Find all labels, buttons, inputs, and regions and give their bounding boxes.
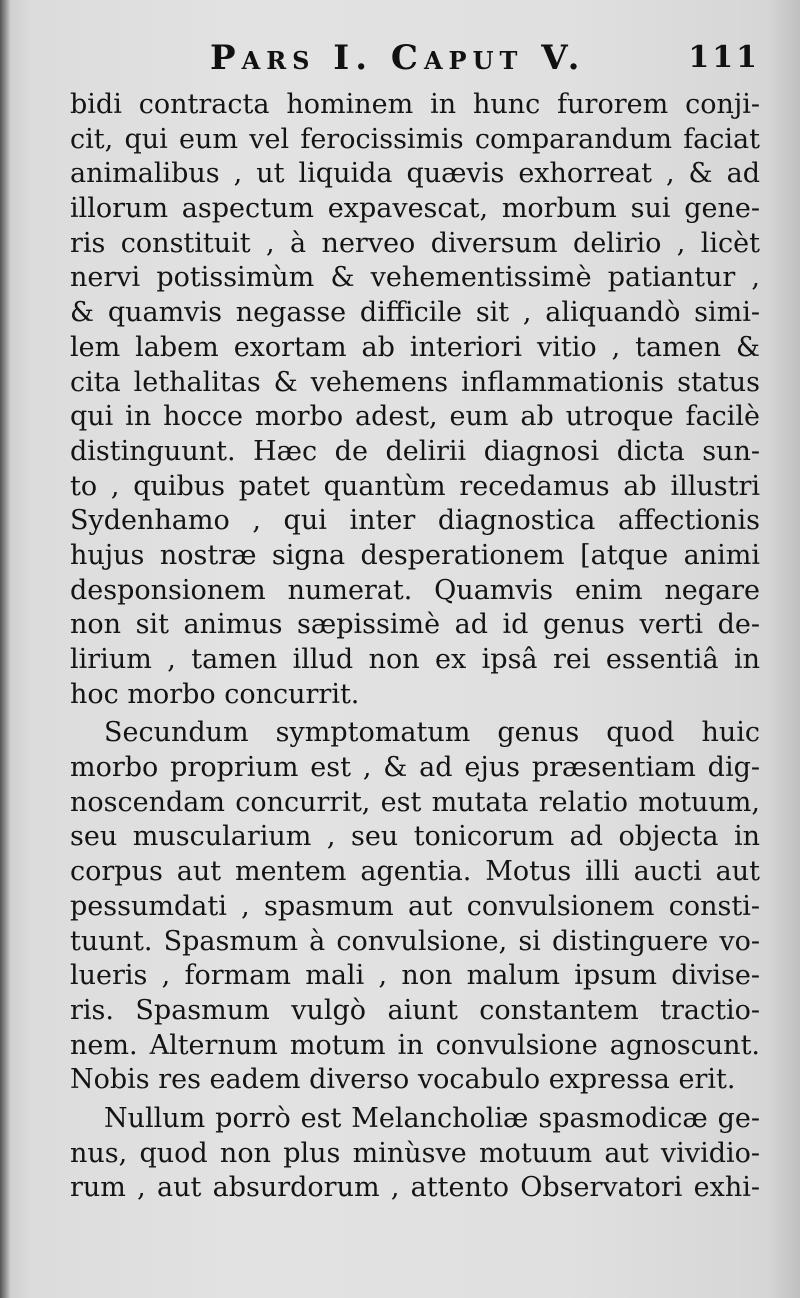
paragraph bbox=[70, 716, 760, 1098]
text-line: Nobis res eadem diverso vocabulo expressa erit. bbox=[70, 1064, 736, 1096]
text-line: noscendam concurrit, est mutata relatio motuum, bbox=[70, 786, 760, 818]
text-line: pessumdati , spasmum aut convulsionem consti- bbox=[70, 890, 760, 922]
text-line: ris constituit , à nerveo diversum delirio , licèt bbox=[70, 227, 760, 259]
text-line: morbo proprium est , & ad ejus præsentiam dig- bbox=[70, 752, 760, 784]
text-line: hoc morbo concurrit. bbox=[70, 678, 360, 710]
text-line: animalibus , ut liquida quævis exhorreat , & ad bbox=[70, 158, 760, 190]
text-line: non sit animus sæpissimè ad id genus verti de- bbox=[70, 609, 760, 641]
text-line: lem labem exortam ab interiori vitio , tamen & bbox=[70, 331, 760, 363]
text-line: distinguunt. Hæc de delirii diagnosi dicta sun- bbox=[70, 435, 760, 467]
text-line: nus, quod non plus minùsve motuum aut vividio- bbox=[70, 1137, 760, 1169]
text-line: to , quibus patet quantùm recedamus ab illustri bbox=[70, 470, 760, 502]
text-line: qui in hocce morbo adest, eum ab utroque facilè bbox=[70, 401, 760, 433]
text-line: & quamvis negasse difficile sit , aliquandò simi- bbox=[70, 297, 760, 329]
text-line: corpus aut mentem agentia. Motus illi aucti aut bbox=[70, 856, 760, 888]
text-line: lueris , formam mali , non malum ipsum divise- bbox=[70, 960, 760, 992]
text-line: Secundum symptomatum genus quod huic bbox=[104, 717, 760, 749]
text-line: cita lethalitas & vehemens inflammationis status bbox=[70, 366, 760, 398]
text-line: nervi potissimùm & vehementissimè patiantur , bbox=[70, 262, 760, 294]
text-line: seu muscularium , seu tonicorum ad objecta in bbox=[70, 821, 760, 853]
text-line: nem. Alternum motum in convulsione agnoscunt. bbox=[70, 1029, 760, 1061]
text-line: Sydenhamo , qui inter diagnostica affectionis bbox=[70, 505, 760, 537]
text-line: hujus nostræ signa desperationem [atque animi bbox=[70, 539, 760, 571]
text-line: Nullum porrò est Melancholiæ spasmodicæ ge- bbox=[104, 1102, 760, 1134]
text-line: ris. Spasmum vulgò aiunt constantem tractio- bbox=[70, 994, 760, 1026]
paragraph bbox=[70, 1102, 760, 1206]
text-line: tuunt. Spasmum à convulsione, si distinguere vo- bbox=[70, 925, 760, 957]
body-text bbox=[70, 88, 760, 1206]
page-gutter-shadow bbox=[0, 0, 10, 1298]
page-number: 111 bbox=[688, 40, 760, 75]
text-line: rum , aut absurdorum , attento Observatori exhi- bbox=[70, 1172, 760, 1204]
text-line: bidi contracta hominem in hunc furorem conji- bbox=[70, 89, 760, 120]
running-title: Pars I. Caput V. bbox=[210, 38, 586, 78]
running-head bbox=[70, 38, 760, 88]
text-line: desponsionem numerat. Quamvis enim negare bbox=[70, 574, 760, 606]
text-line: illorum aspectum expavescat, morbum sui gene- bbox=[70, 193, 760, 225]
text-line: lirium , tamen illud non ex ipsâ rei essentiâ in bbox=[70, 644, 760, 675]
text-line: cit, qui eum vel ferocissimis comparandum faciat bbox=[70, 123, 760, 155]
paragraph bbox=[70, 88, 760, 712]
